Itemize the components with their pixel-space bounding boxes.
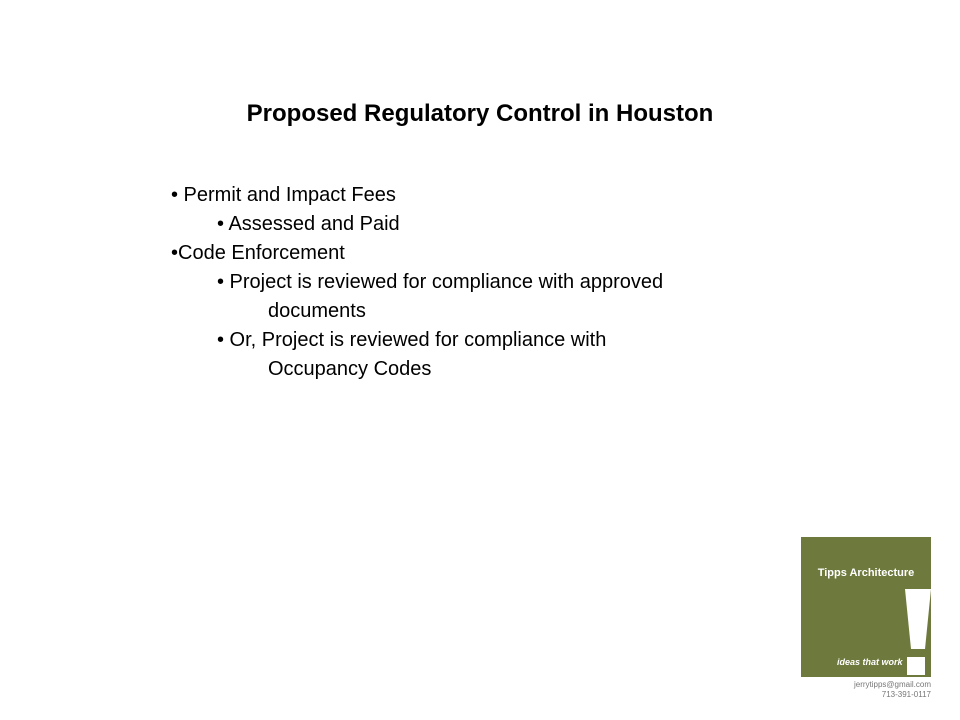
logo-phone: 713-391-0117: [881, 690, 931, 699]
logo-email: jerrytipps@gmail.com: [853, 680, 931, 689]
bullet-permit-fees: • Permit and Impact Fees: [171, 184, 396, 206]
bullet-approved-documents: • Project is reviewed for compliance with approved: [217, 271, 664, 293]
logo-company-name: Tipps Architecture: [817, 567, 915, 579]
logo-tagline: ideas that work: [837, 657, 903, 667]
bullet-list: [171, 181, 791, 384]
company-logo: [801, 537, 931, 677]
bullet-assessed-paid: • Assessed and Paid: [217, 213, 400, 235]
bullet-occupancy-codes: • Or, Project is reviewed for compliance with: [217, 329, 607, 351]
bullet-occupancy-codes-cont: Occupancy Codes: [268, 358, 432, 380]
bullet-approved-documents-cont: documents: [268, 300, 366, 322]
bullet-code-enforcement: •Code Enforcement: [171, 242, 345, 264]
slide-title: Proposed Regulatory Control in Houston: [246, 100, 714, 127]
logo-contact-info: [801, 680, 931, 700]
